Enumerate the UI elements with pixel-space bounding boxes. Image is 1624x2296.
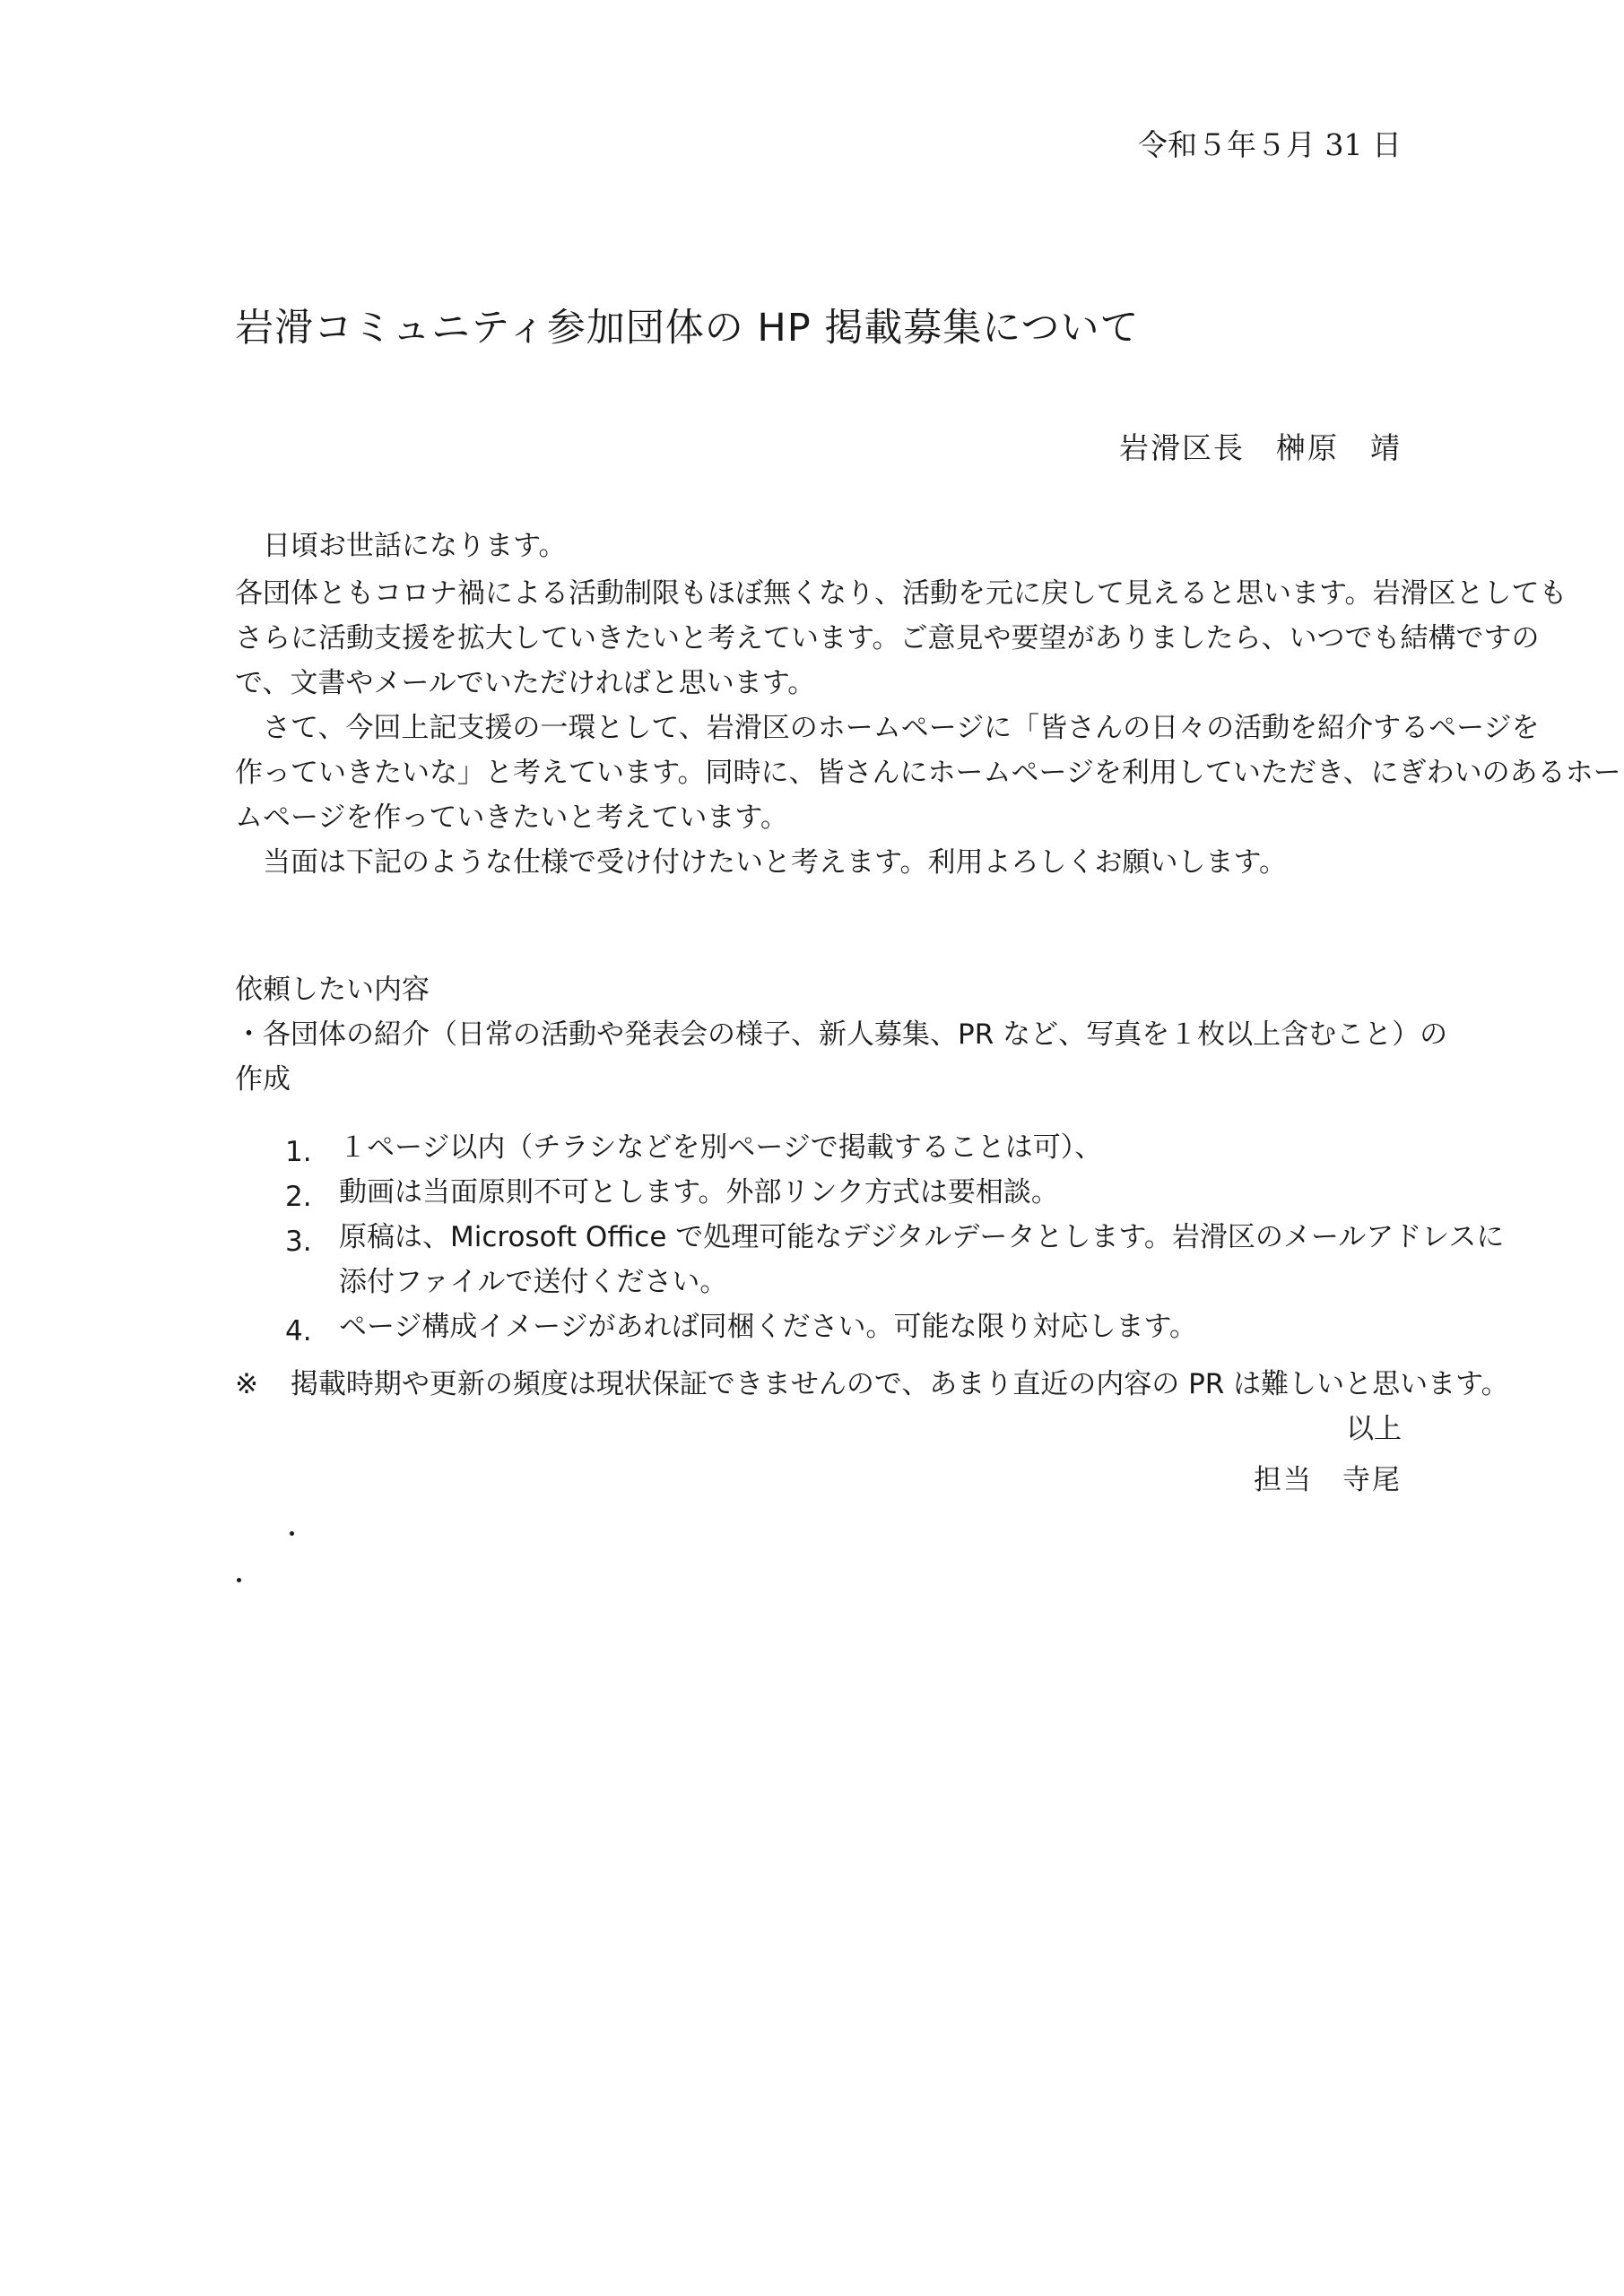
greeting-line: 日頃お世話になります。	[263, 530, 567, 562]
item-4-text: ページ構成イメージがあれば同梱ください。可能な限り対応します。	[339, 1311, 1197, 1343]
stray-dot	[290, 1531, 294, 1536]
request-section	[235, 967, 1447, 1102]
item-3-text-line-2: 添付ファイルで送付ください。	[339, 1266, 728, 1298]
sender-name: 岩滑区長 榊原 靖	[1119, 430, 1402, 465]
paragraph2-line-2: 作っていきたいな」と考えています。同時に、皆さんにホームページを利用していただき、にぎわいのあるホー	[235, 757, 1621, 789]
note-mark: ※	[235, 1368, 258, 1400]
request-heading: 依頼したい内容	[235, 974, 430, 1006]
request-intro-line-1: ・各団体の紹介（日常の活動や発表会の様子、新人募集、PR など、写真を１枚以上含むこと）の	[235, 1018, 1448, 1051]
item-3-text-line-1: 原稿は、Microsoft Office で処理可能なデジタルデータとします。岩滑区のメールアドレスに	[339, 1221, 1505, 1253]
paragraph2-line-1: さて、今回上記支援の一環として、岩滑区のホームページに「皆さんの日々の活動を紹介するページを	[263, 712, 1540, 744]
paragraph1-line-3: で、文書やメールでいただければと思います。	[235, 667, 816, 699]
note	[235, 1361, 1509, 1401]
note-text: 掲載時期や更新の頻度は現状保証できませんので、あまり直近の内容の PR は難しいと思います。	[290, 1368, 1509, 1400]
item-2-number: 2.	[285, 1181, 312, 1213]
item-1-number: 1.	[285, 1136, 312, 1168]
document-date: 令和５年５月 31 日	[1138, 127, 1402, 162]
paragraph3-line: 当面は下記のような仕様で受け付けたいと考えます。利用よろしくお願いします。	[263, 846, 1288, 879]
item-2-text: 動画は当面原則不可とします。外部リンク方式は要相談。	[339, 1176, 1059, 1209]
document-title: 岩滑コミュニティ参加団体の HP 掲載募集について	[235, 306, 1140, 351]
item-4-number: 4.	[285, 1315, 312, 1347]
item-1-text: １ページ以内（チラシなどを別ページで掲載することは可）、	[339, 1131, 1103, 1164]
request-intro-line-2: 作成	[235, 1063, 291, 1096]
paragraph1-line-1: 各団体ともコロナ禍による活動制限もほぼ無くなり、活動を元に戻して見えると思います。岩滑区としても	[235, 577, 1568, 610]
paragraph1-line-2: さらに活動支援を拡大していきたいと考えています。ご意見や要望がありましたら、いつでも結構ですの	[235, 622, 1540, 654]
closing-text: 以上	[1346, 1413, 1402, 1445]
staff-name: 担当 寺尾	[1254, 1464, 1402, 1496]
greeting	[235, 524, 1401, 568]
body-paragraphs	[235, 571, 1621, 885]
stray-dot	[237, 1578, 241, 1582]
item-3-number: 3.	[285, 1226, 312, 1258]
paragraph2-line-3: ムページを作っていきたいと考えています。	[235, 801, 788, 834]
